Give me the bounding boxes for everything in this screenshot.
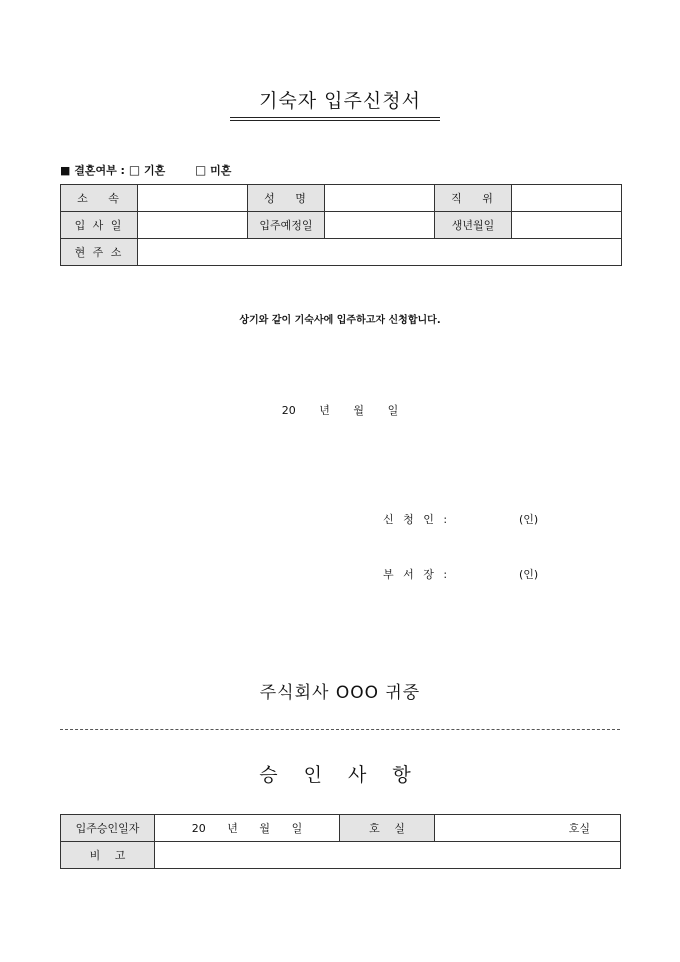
room-number-field[interactable] — [435, 815, 621, 842]
date-month-unit: 월 — [353, 404, 365, 417]
table-row — [61, 185, 622, 212]
married-checkbox[interactable]: □ — [128, 163, 141, 177]
position-field[interactable] — [512, 185, 622, 212]
birth-date-label: 생년월일 — [435, 212, 512, 239]
dept-head-seal[interactable]: (인) — [519, 568, 539, 581]
room-label: 호 실 — [340, 815, 435, 842]
dept-head-signature-label: 부 서 장 : — [383, 568, 451, 581]
company-addressee: 주식회사 OOO 귀중 — [259, 683, 421, 703]
date-year-prefix: 20 — [281, 404, 296, 417]
remarks-label: 비 고 — [61, 842, 155, 869]
name-field[interactable] — [325, 185, 435, 212]
move-in-date-label: 입주예정일 — [248, 212, 325, 239]
applicant-info-table — [60, 184, 622, 266]
application-statement: 상기와 같이 기숙사에 입주하고자 신청합니다. — [239, 315, 441, 326]
applicant-seal[interactable]: (인) — [519, 513, 539, 526]
approval-month-unit: 월 — [259, 822, 271, 835]
address-label: 현 주 소 — [61, 239, 138, 266]
married-label: 기혼 — [144, 164, 166, 177]
application-date — [0, 402, 680, 418]
remarks-field[interactable] — [155, 842, 621, 869]
birth-date-field[interactable] — [512, 212, 622, 239]
approval-date-field[interactable] — [155, 815, 340, 842]
move-in-date-field[interactable] — [325, 212, 435, 239]
position-label: 직 위 — [435, 185, 512, 212]
address-field[interactable] — [138, 239, 622, 266]
date-year-unit: 년 — [319, 404, 330, 417]
approval-table — [60, 814, 621, 869]
marital-status-label: ■ 결혼여부 : — [60, 164, 125, 177]
approval-date-label: 입주승인일자 — [61, 815, 155, 842]
approval-year-unit: 년 — [227, 822, 238, 835]
cut-line-divider — [60, 729, 620, 730]
join-date-field[interactable] — [138, 212, 248, 239]
title-underline-second — [230, 120, 440, 121]
affiliation-label: 소 속 — [61, 185, 138, 212]
single-label: 미혼 — [210, 164, 232, 177]
approval-section-title: 승 인 사 항 — [259, 764, 421, 786]
table-row — [61, 239, 622, 266]
approval-day-unit: 일 — [291, 822, 303, 835]
marital-status-row — [60, 162, 231, 178]
title-underline — [230, 117, 440, 118]
table-row — [61, 212, 622, 239]
single-checkbox[interactable]: □ — [194, 163, 207, 177]
join-date-label: 입 사 일 — [61, 212, 138, 239]
applicant-signature-label: 신 청 인 : — [383, 513, 451, 526]
table-row — [61, 815, 621, 842]
affiliation-field[interactable] — [138, 185, 248, 212]
date-day-unit: 일 — [387, 404, 399, 417]
name-label: 성 명 — [248, 185, 325, 212]
form-title: 기숙자 입주신청서 — [259, 90, 421, 112]
room-suffix: 호실 — [568, 822, 590, 835]
table-row — [61, 842, 621, 869]
approval-year-prefix: 20 — [191, 822, 206, 835]
